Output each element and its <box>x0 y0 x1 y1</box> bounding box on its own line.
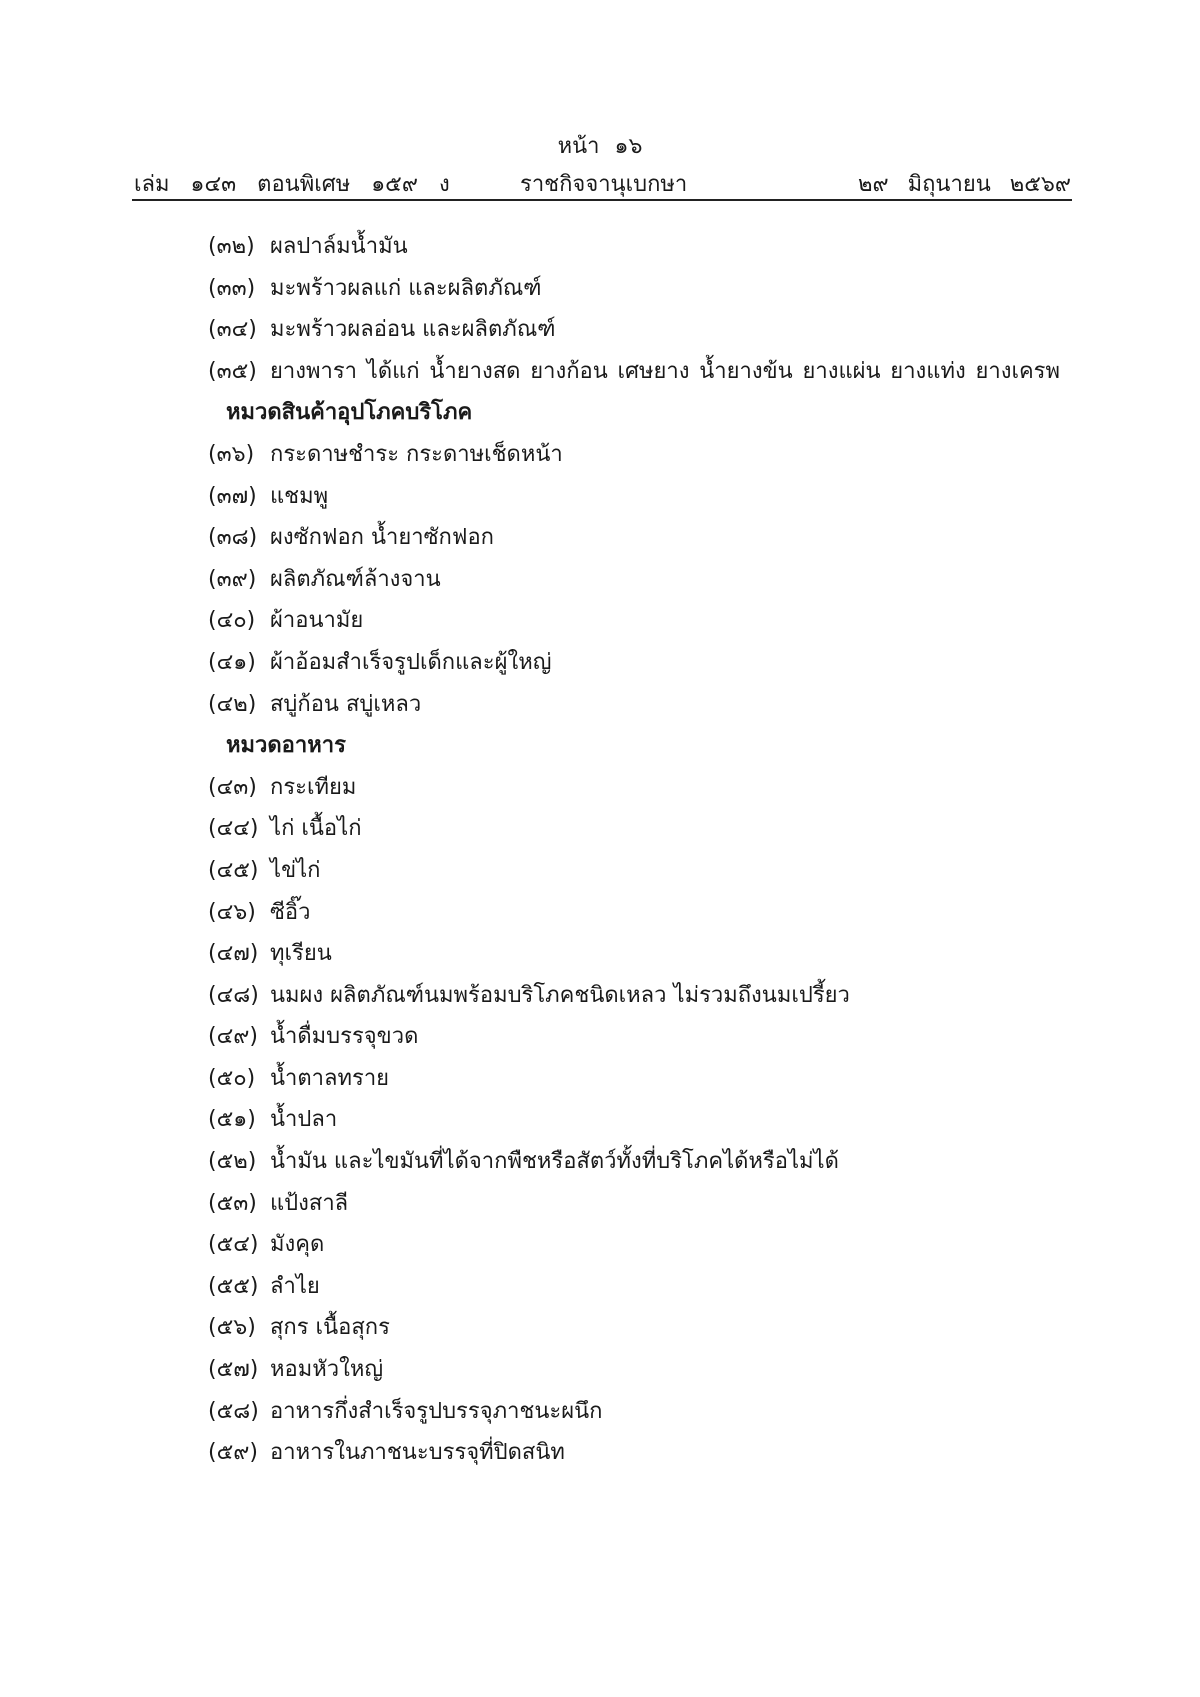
item-text: ผลิตภัณฑ์ล้างจาน <box>270 566 441 592</box>
volume-number: ๑๔๓ <box>190 172 237 197</box>
list-item <box>208 1432 1078 1474</box>
item-number: (๓๘) <box>208 525 258 551</box>
item-text: ไก่ เนื้อไก่ <box>270 816 362 842</box>
list-item <box>208 684 1078 726</box>
item-list <box>208 226 1078 1474</box>
list-item <box>208 1391 1078 1433</box>
item-text: ไข่ไก่ <box>270 857 321 883</box>
item-number: (๕๔) <box>208 1232 259 1258</box>
item-text: มังคุด <box>270 1232 325 1258</box>
list-item <box>208 600 1078 642</box>
list-item <box>208 309 1078 351</box>
issue-suffix: ง <box>438 172 450 197</box>
item-number: (๔๘) <box>208 982 259 1008</box>
item-text: อาหารในภาชนะบรรจุที่ปิดสนิท <box>270 1440 565 1466</box>
item-number: (๔๐) <box>208 608 256 634</box>
item-number: (๕๓) <box>208 1190 257 1216</box>
item-text: ผ้าอนามัย <box>270 608 364 634</box>
publication-date <box>846 166 1071 201</box>
issue-label: ตอนพิเศษ <box>257 172 351 197</box>
item-text: น้ำมัน และไขมันที่ได้จากพืชหรือสัตว์ทั้งที่บริโภคได้หรือไม่ได้ <box>270 1149 839 1175</box>
list-item <box>208 434 1078 476</box>
item-number: (๔๖) <box>208 899 256 925</box>
item-text: แชมพู <box>270 483 329 509</box>
list-item <box>208 226 1078 268</box>
item-text: สุกร เนื้อสุกร <box>270 1315 390 1341</box>
list-item <box>208 517 1078 559</box>
list-item <box>208 559 1078 601</box>
item-number: (๔๔) <box>208 816 259 842</box>
list-item <box>208 1224 1078 1266</box>
item-text: ผ้าอ้อมสำเร็จรูปเด็กและผู้ใหญ่ <box>270 649 552 675</box>
list-item <box>208 642 1078 684</box>
item-number: (๓๕) <box>208 358 257 384</box>
item-number: (๓๙) <box>208 566 257 592</box>
category-heading-food: หมวดอาหาร <box>226 733 346 759</box>
list-item <box>208 975 1078 1017</box>
item-number: (๔๑) <box>208 649 256 675</box>
date-month: มิถุนายน <box>907 172 991 197</box>
item-number: (๓๖) <box>208 441 255 467</box>
list-item <box>208 808 1078 850</box>
item-text: น้ำปลา <box>270 1107 338 1133</box>
list-item <box>208 351 1078 393</box>
list-item <box>208 1141 1078 1183</box>
item-number: (๕๖) <box>208 1315 256 1341</box>
item-number: (๕๑) <box>208 1107 256 1133</box>
item-text: อาหารกึ่งสำเร็จรูปบรรจุภาชนะผนึก <box>270 1398 603 1424</box>
item-text: แป้งสาลี <box>270 1190 349 1216</box>
list-item <box>208 1349 1078 1391</box>
issue-number: ๑๕๙ <box>371 172 418 197</box>
item-text: ยางพารา ได้แก่ น้ำยางสด ยางก้อน เศษยาง น้ำยางข้น ยางแผ่น ยางแท่ง ยางเครพ <box>270 358 1060 384</box>
item-number: (๕๗) <box>208 1357 259 1383</box>
item-number: (๓๔) <box>208 317 257 343</box>
gazette-header <box>134 166 1071 196</box>
date-year: ๒๕๖๙ <box>1009 172 1071 197</box>
list-item <box>208 1016 1078 1058</box>
item-text: กระเทียม <box>270 774 357 800</box>
item-number: (๔๕) <box>208 857 259 883</box>
list-item <box>208 892 1078 934</box>
page-number-value: ๑๖ <box>614 134 643 159</box>
date-day: ๒๙ <box>857 172 889 197</box>
list-item <box>208 767 1078 809</box>
item-text: น้ำดื่มบรรจุขวด <box>270 1024 419 1050</box>
item-number: (๔๗) <box>208 941 259 967</box>
category-heading-consumer: หมวดสินค้าอุปโภคบริโภค <box>226 400 473 426</box>
list-item <box>208 476 1078 518</box>
item-number: (๕๐) <box>208 1065 256 1091</box>
item-number: (๔๓) <box>208 774 257 800</box>
list-item <box>208 1307 1078 1349</box>
volume-issue <box>134 166 464 201</box>
publication-title: ราชกิจจานุเบกษา <box>520 172 688 197</box>
item-text: มะพร้าวผลแก่ และผลิตภัณฑ์ <box>270 275 542 301</box>
item-text: สบู่ก้อน สบู่เหลว <box>270 691 422 717</box>
header-divider <box>132 199 1072 201</box>
list-item <box>208 1099 1078 1141</box>
item-number: (๓๗) <box>208 483 257 509</box>
item-text: หอมหัวใหญ่ <box>270 1357 384 1383</box>
item-number: (๓๒) <box>208 234 255 259</box>
item-number: (๔๙) <box>208 1024 258 1050</box>
item-text: ผลปาล์มน้ำมัน <box>270 234 408 259</box>
list-item <box>208 1266 1078 1308</box>
item-number: (๓๓) <box>208 275 256 301</box>
item-number: (๕๕) <box>208 1273 259 1299</box>
item-text: ลำไย <box>270 1273 320 1299</box>
item-text: ซีอิ๊ว <box>270 899 311 925</box>
item-text: ทุเรียน <box>270 941 332 967</box>
item-text: น้ำตาลทราย <box>270 1065 390 1091</box>
item-number: (๕๒) <box>208 1149 257 1175</box>
item-number: (๕๙) <box>208 1440 258 1466</box>
list-item <box>208 1183 1078 1225</box>
list-item <box>208 1058 1078 1100</box>
item-text: นมผง ผลิตภัณฑ์นมพร้อมบริโภคชนิดเหลว ไม่รวมถึงนมเปรี้ยว <box>270 982 850 1008</box>
item-number: (๔๒) <box>208 691 257 717</box>
item-number: (๕๘) <box>208 1398 259 1424</box>
list-item <box>208 850 1078 892</box>
list-item <box>208 268 1078 310</box>
item-text: กระดาษชำระ กระดาษเช็ดหน้า <box>270 441 563 467</box>
item-text: ผงซักฟอก น้ำยาซักฟอก <box>270 525 494 551</box>
page-label: หน้า <box>557 134 600 159</box>
volume-label: เล่ม <box>134 172 170 197</box>
page-number <box>0 128 1200 163</box>
item-text: มะพร้าวผลอ่อน และผลิตภัณฑ์ <box>270 317 556 343</box>
list-item <box>208 933 1078 975</box>
